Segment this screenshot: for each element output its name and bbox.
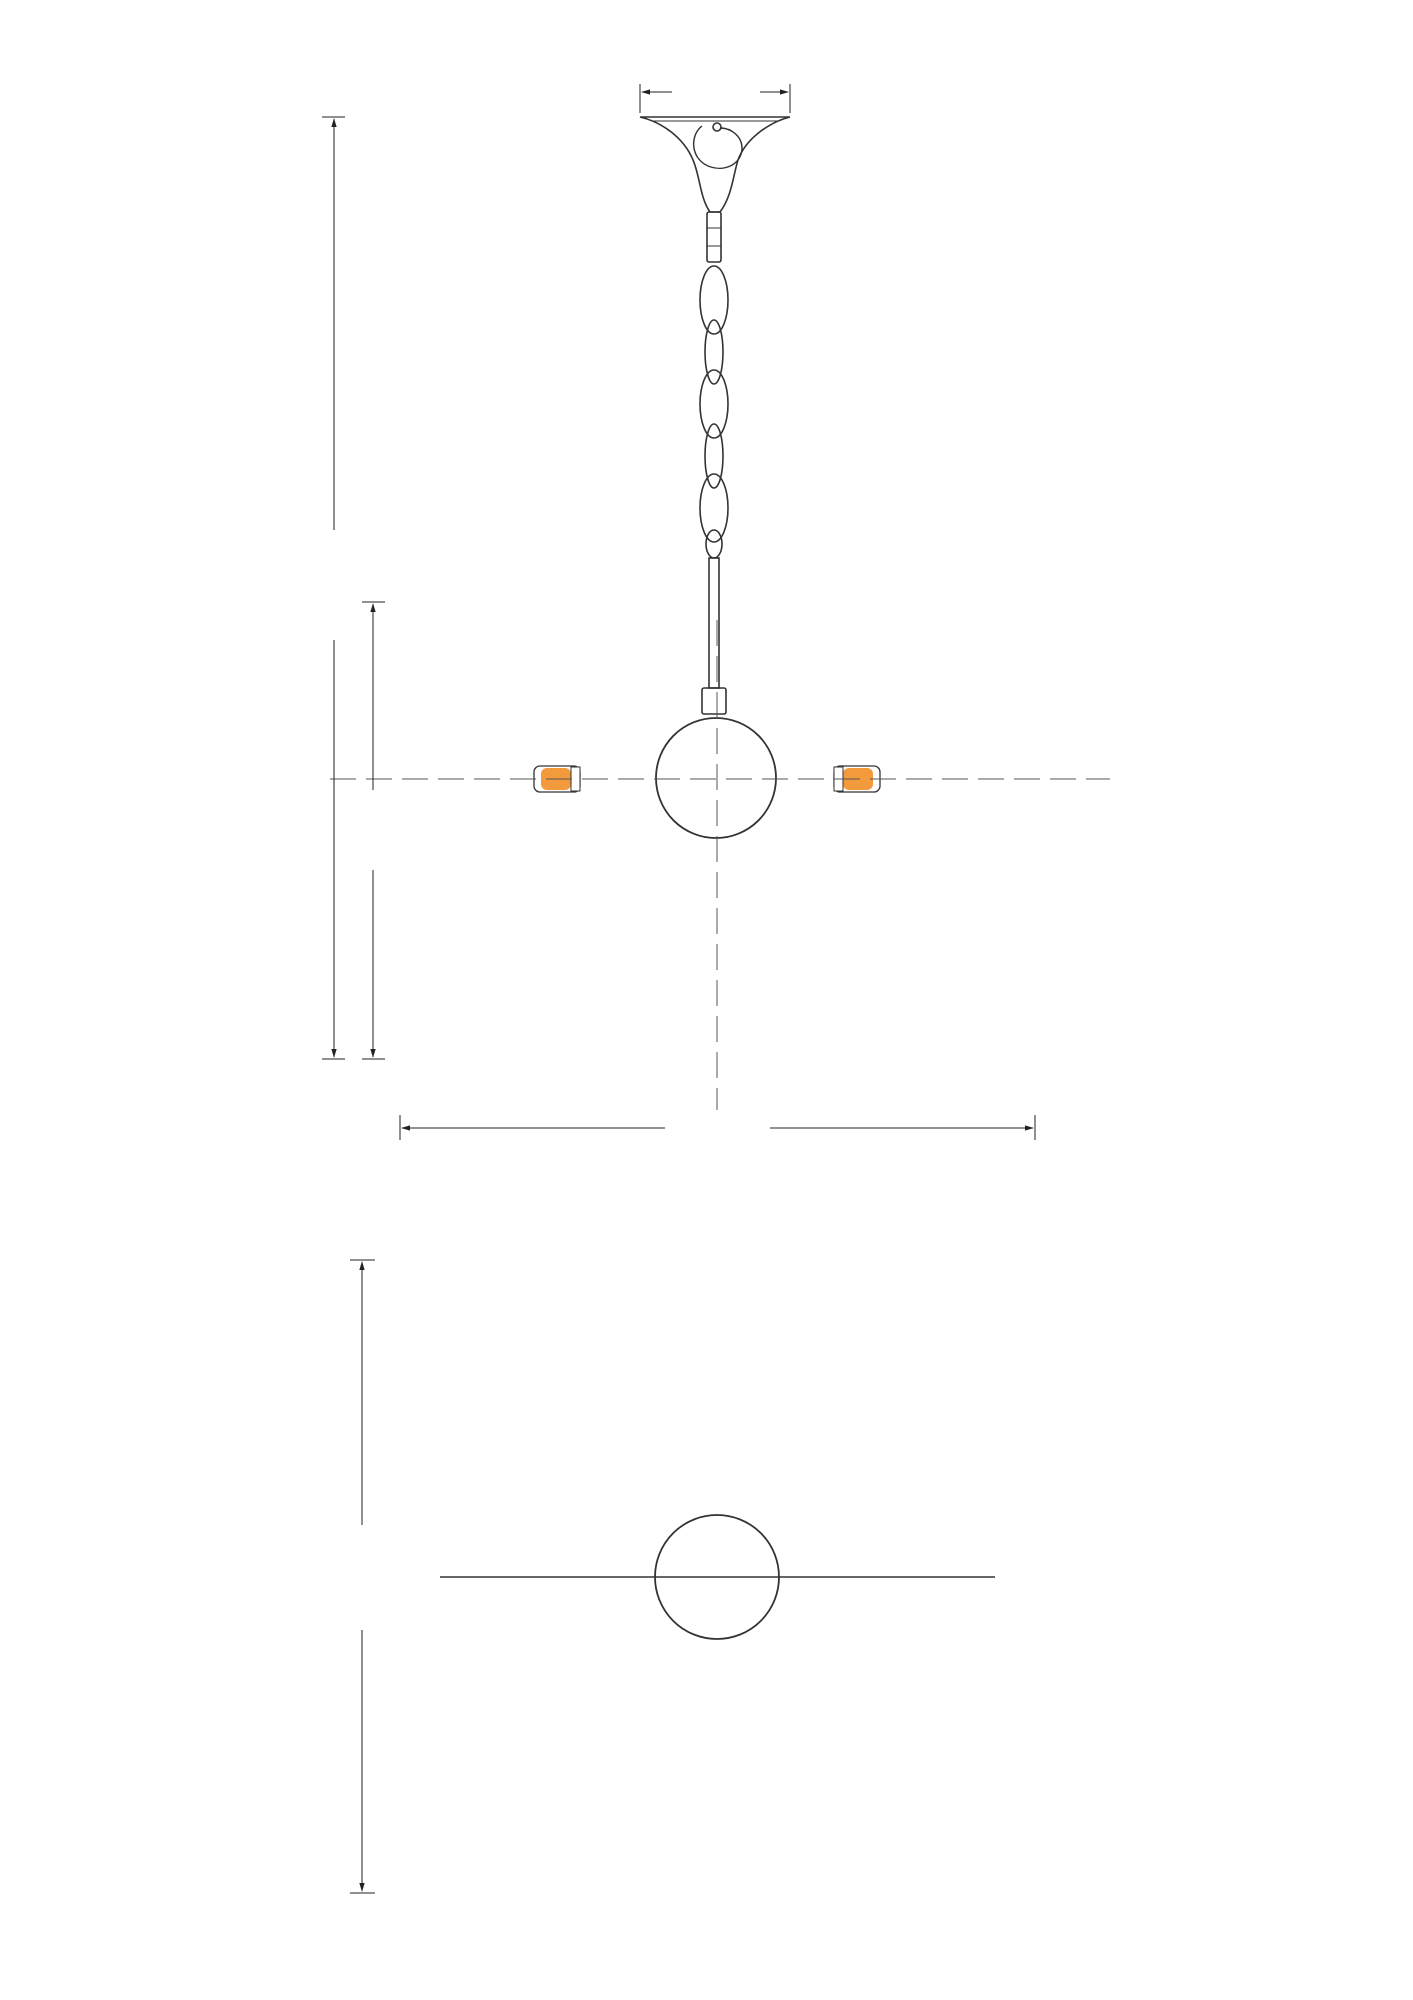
top-view: [350, 1260, 995, 1893]
dim-diameter-top: [350, 1260, 375, 1893]
ceiling-canopy: [640, 117, 790, 212]
chain: [700, 212, 728, 714]
side-centerlines: [330, 620, 1110, 1110]
dim-width-side: [400, 1115, 1035, 1140]
dim-body-height: [362, 602, 385, 1059]
side-view: [322, 84, 1110, 1140]
dim-canopy-diameter: [640, 84, 790, 113]
side-center-hub: [656, 718, 776, 838]
dim-overall-height: [322, 117, 345, 1059]
